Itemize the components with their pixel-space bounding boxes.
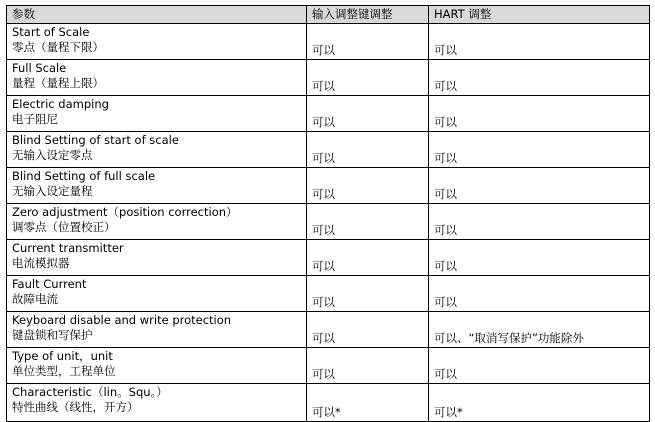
key-adjustment-cell: 可以 [307, 24, 429, 60]
hart-adjustment-cell: 可以 [429, 204, 650, 240]
header-key-adjustment: 输入调整键调整 [307, 6, 429, 24]
table-row [7, 276, 650, 312]
table-row [7, 168, 650, 204]
parameter-name-cn: 电流模拟器 [12, 255, 70, 270]
parameter-cell [7, 168, 307, 204]
table-row [7, 240, 650, 276]
parameter-name-cn: 单位类型，工程单位 [12, 363, 116, 378]
key-adjustment-cell: 可以 [307, 240, 429, 276]
parameter-cell [7, 276, 307, 312]
parameter-name-cn: 电子阻尼 [12, 111, 58, 126]
parameter-cell [7, 60, 307, 96]
key-adjustment-cell: 可以 [307, 348, 429, 384]
hart-adjustment-cell: 可以 [429, 348, 650, 384]
key-adjustment-cell: 可以 [307, 132, 429, 168]
hart-adjustment-cell: 可以 [429, 240, 650, 276]
parameter-name-en: Fault Current [12, 277, 87, 291]
parameter-cell [7, 204, 307, 240]
key-adjustment-cell: 可以* [307, 384, 429, 422]
parameter-name-en: Electric damping [12, 97, 109, 111]
parameter-name-en: Current transmitter [12, 241, 124, 255]
parameter-name-en: Characteristic（lin。Squ。） [12, 385, 168, 399]
parameter-name-en: Start of Scale [12, 25, 90, 39]
parameter-name-cn: 量程（量程上限） [12, 75, 104, 90]
parameter-name-en: Type of unit，unit [12, 349, 113, 363]
hart-adjustment-cell: 可以、“取消写保护”功能除外 [429, 312, 650, 348]
hart-adjustment-cell: 可以 [429, 96, 650, 132]
key-adjustment-cell: 可以 [307, 96, 429, 132]
key-adjustment-cell: 可以 [307, 60, 429, 96]
key-adjustment-cell: 可以 [307, 168, 429, 204]
parameter-name-cn: 特性曲线（线性，开方） [12, 399, 139, 414]
parameter-name-en: Zero adjustment（position correction） [12, 205, 238, 219]
table-row [7, 312, 650, 348]
table-row [7, 132, 650, 168]
parameter-name-en: Full Scale [12, 61, 67, 75]
hart-adjustment-cell: 可以 [429, 276, 650, 312]
header-parameter: 参数 [7, 6, 307, 24]
hart-adjustment-cell: 可以 [429, 24, 650, 60]
parameter-cell [7, 96, 307, 132]
key-adjustment-cell: 可以 [307, 276, 429, 312]
table-header-row [7, 6, 650, 24]
parameter-name-en: Blind Setting of full scale [12, 169, 156, 183]
hart-adjustment-cell: 可以 [429, 132, 650, 168]
table-row [7, 348, 650, 384]
table-row [7, 96, 650, 132]
hart-adjustment-cell: 可以 [429, 60, 650, 96]
parameter-cell [7, 312, 307, 348]
parameter-name-en: Blind Setting of start of scale [12, 133, 179, 147]
parameter-name-cn: 无输入设定零点 [12, 147, 93, 162]
parameter-name-cn: 零点（量程下限） [12, 39, 104, 54]
parameter-name-cn: 调零点（位置校正） [12, 219, 116, 234]
table-row [7, 384, 650, 422]
table-row [7, 60, 650, 96]
parameter-cell [7, 384, 307, 422]
parameter-table [6, 5, 650, 422]
parameter-name-en: Keyboard disable and write protection [12, 313, 232, 327]
header-hart-adjustment: HART 调整 [429, 6, 650, 24]
table-row [7, 24, 650, 60]
parameter-cell [7, 240, 307, 276]
parameter-name-cn: 无输入设定量程 [12, 183, 93, 198]
hart-adjustment-cell: 可以 [429, 168, 650, 204]
key-adjustment-cell: 可以 [307, 204, 429, 240]
parameter-cell [7, 132, 307, 168]
parameter-cell [7, 24, 307, 60]
table-row [7, 204, 650, 240]
hart-adjustment-cell: 可以* [429, 384, 650, 422]
key-adjustment-cell: 可以 [307, 312, 429, 348]
parameter-cell [7, 348, 307, 384]
parameter-name-cn: 键盘锁和写保护 [12, 327, 93, 342]
parameter-name-cn: 故障电流 [12, 291, 58, 306]
